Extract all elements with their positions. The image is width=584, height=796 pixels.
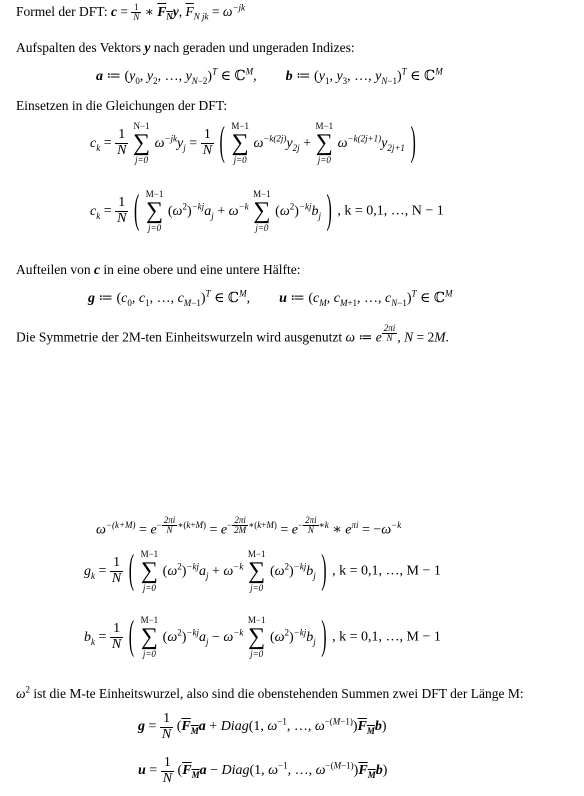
k-range-m-g: , k = 0,1, …, M − 1 xyxy=(332,563,441,579)
gk-equation: $g_k$ = $\frac{1}{N}$ ( M−1 ∑ j=0 $(\omega^2)^{-kj}a_j + \omega^{-k}$ M−1 ∑ j=0 $(\omega^2)^{-kj}b_j$ ) , k = 0,1, …, M − 1 xyxy=(84,548,441,594)
k-range-m-b: , k = 0,1, …, M − 1 xyxy=(332,629,441,645)
aufteilen-rest: in eine obere und eine untere Hälfte: xyxy=(103,262,301,277)
bk-equation: $b_k$ = $\frac{1}{N}$ ( M−1 ∑ j=0 $(\omega^2)^{-kj}a_j - \omega^{-k}$ M−1 ∑ j=0 $(\omega^2)^{-kj}b_j$ ) , k = 0,1, …, M − 1 xyxy=(84,614,441,660)
aufspalten-var: y xyxy=(144,40,151,55)
ck-equation-2: $c_k$ = $\frac{1}{N}$ ( M−1 ∑ j=0 $(\omega^2)^{-kj}a_j + \omega^{-k}$ M−1 ∑ j=0 $(\omega^2)^{-kj}b_j$ ) , k = 0,1, …, N − 1 xyxy=(90,188,444,234)
ab-definition: a ≔ ($y_0$, $y_2$, …, $y_{N-2})^T$ ∈ ℂ$^M$, b ≔ ($y_1$, $y_3$, …, $y_{N-1})^T$ ∈ ℂ$^M$ xyxy=(96,66,443,86)
aufteilen-var: c xyxy=(93,262,100,277)
omega-squared-rest: ist die M-te Einheitswurzel, also sind die obenstehenden Summen zwei DFT der Länge M: xyxy=(33,686,524,701)
symmetrie-label: Die Symmetrie der 2M-ten Einheitswurzeln wird ausgenutzt xyxy=(16,329,343,345)
aufteilen-text xyxy=(16,262,301,278)
omega-symmetry: $\omega^{-(k+M)} = e^{- \frac{2\pi i}{N} ∗(k+M)} = e^{- \frac{2\pi i}{2M} ∗(k+M)} = e^{- \frac{2\pi i}{N} ∗k}$ ∗ $e^{\pi i} = -\omega^{-k}$ xyxy=(96,515,402,538)
formula-dft-label: Formel der DFT: xyxy=(16,4,108,20)
aufspalten-label: Aufspalten des Vektors xyxy=(16,40,141,55)
gu-definition: g ≔ ($c_0$, $c_1$, …, $c_{M-1})^T$ ∈ ℂ$^M$, u ≔ ($c_M$, $c_{M+1}$, …, $c_{N-1})^T$ ∈ ℂ$^M$ xyxy=(88,288,453,308)
aufteilen-label: Aufteilen von xyxy=(16,262,91,277)
omega-symbol: ω xyxy=(16,686,26,701)
formula-dft-line xyxy=(16,3,245,23)
formula-dft: c = $\frac{1}{N}$ ∗ $F_Ny$, $\overline{F}_{N jk} = \omega^{-jk}$ xyxy=(110,2,246,23)
u-final-equation: u = $\frac{1}{N}$ ($F_Ma$ − Diag(1, $\omega^{-1}$, …, $\omega^{-(M-1)})F_Mb$) xyxy=(138,755,388,786)
omega-squared-text: $\omega^2$ ist die M-te Einheitswurzel, also sind die obenstehenden Summen zwei DFT der Länge M: xyxy=(16,684,524,701)
g-final-equation: g = $\frac{1}{N}$ ($F_Ma$ + Diag(1, $\omega^{-1}$, …, $\omega^{-(M-1)})F_Mb$) xyxy=(138,711,387,742)
aufspalten-rest: nach geraden und ungeraden Indizes: xyxy=(153,40,355,55)
k-range-n: , k = 0,1, …, N − 1 xyxy=(337,203,444,219)
symmetrie-text: Die Symmetrie der 2M-ten Einheitswurzeln wird ausgenutzt ω ≔ e $^{\frac{2\pi i}{N}}$ , N = 2M. xyxy=(16,323,449,345)
aufspalten-text xyxy=(16,40,355,56)
ck-equation-1: $c_k$ = $\frac{1}{N}$ N−1 ∑ j=0 $\omega^{-jk}y_j$ = $\frac{1}{N}$ ( M−1 ∑ j=0 $\omega^{-k(2j)}y_{2j}$ + M−1 ∑ j=0 $\omega^{-k(2j+1)}y_{2j+1}$ ) xyxy=(90,120,416,166)
einsetzen-text: Einsetzen in die Gleichungen der DFT: xyxy=(16,98,228,113)
